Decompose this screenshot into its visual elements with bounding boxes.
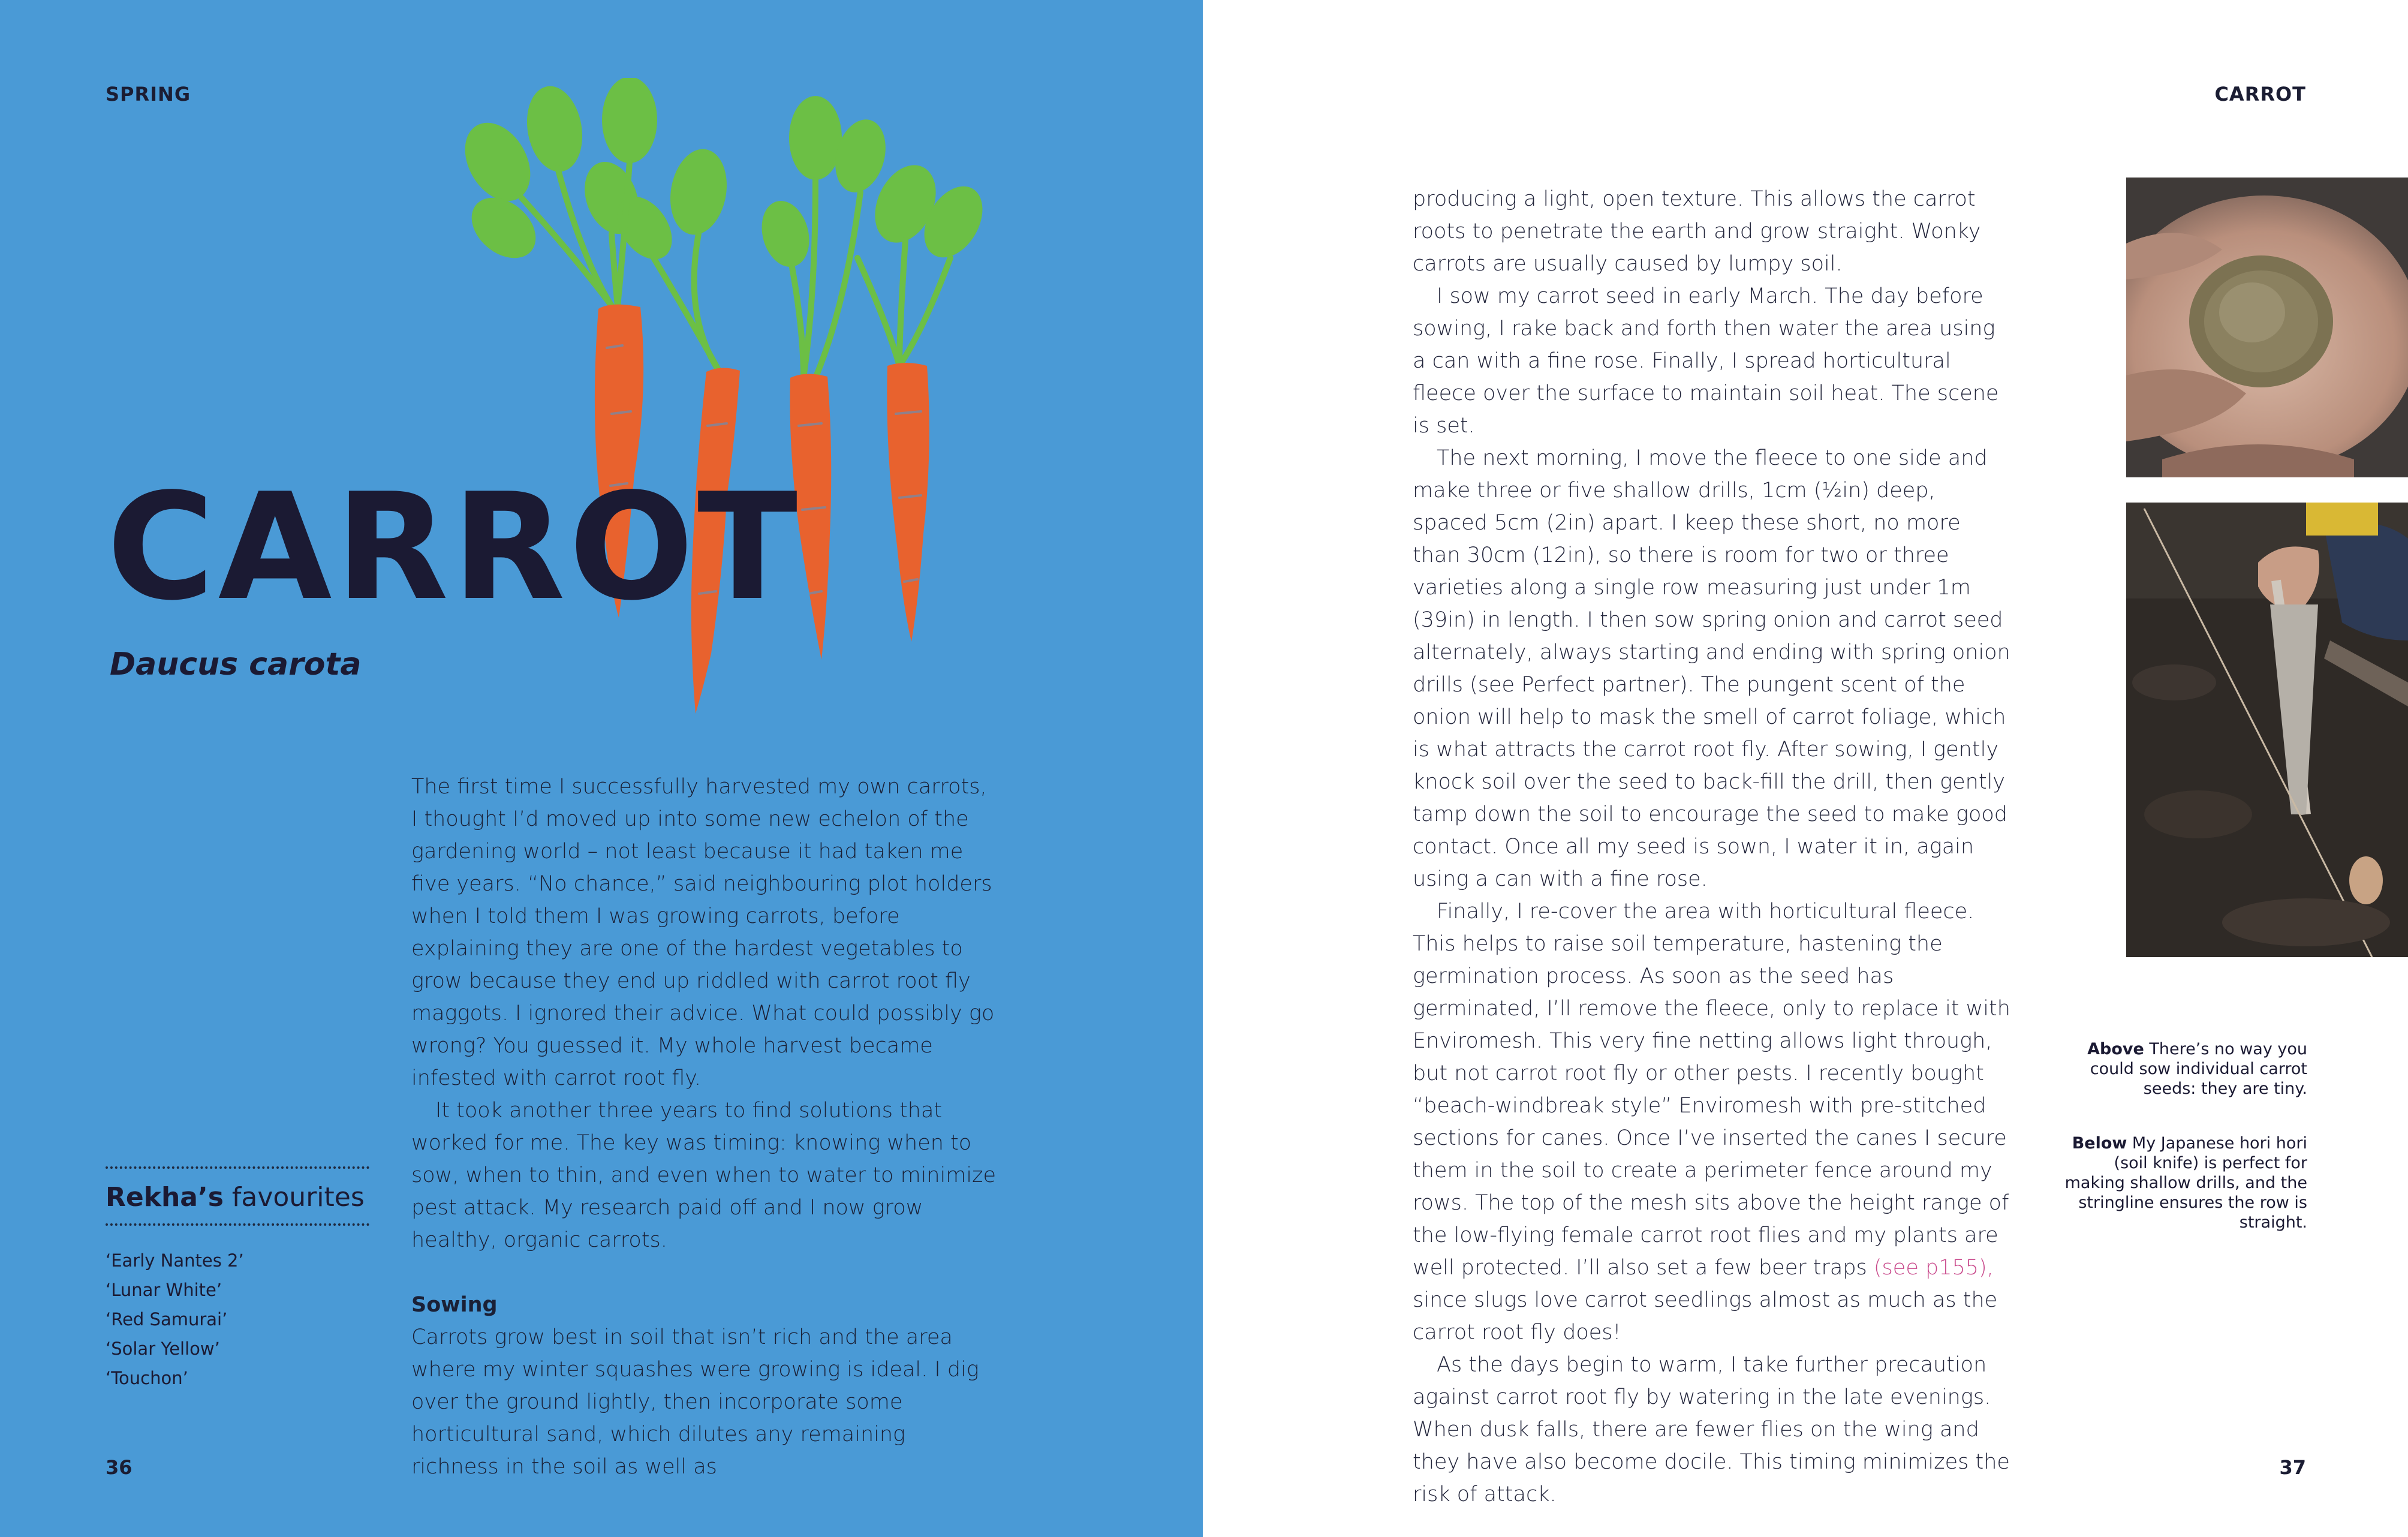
favourites-list: [106, 1246, 369, 1393]
divider: [106, 1223, 369, 1226]
caption-below: Below My Japanese hori hori (soil knife) is perfect for making shallow drills, and the stringline ensures the row is straight.: [2064, 1134, 2307, 1232]
list-item: ‘Solar Yellow’: [106, 1339, 220, 1359]
list-item: ‘Lunar White’: [106, 1280, 222, 1300]
page-title: CARROT: [107, 462, 802, 633]
intro-paragraph-2: It took another three years to find solutions that worked for me. The key was timing: knowing when to sow, when to thin, and even when to water to minimize pest attack. My research paid off and I now grow healthy, organic carrots.: [411, 1099, 997, 1252]
paragraph-2: I sow my carrot seed in early March. The day before sowing, I rake back and forth then water the area using a can with a fine rose. Finally, I spread horticultural fleece over the surface to maintain soil heat. The scene is set.: [1413, 284, 1999, 438]
sowing-paragraph: Carrots grow best in soil that isn’t rich and the area where my winter squashes were growing is ideal. I dig over the ground lightly, then incorporate some horticultural sand, which dilutes any remaining richness in the soil as well as: [411, 1325, 979, 1479]
intro-text: [411, 771, 999, 1483]
paragraph-3: The next morning, I move the fleece to one side and make three or five shallow drills, 1cm (½in) deep, spaced 5cm (2in) apart. I keep these short, no more than 30cm (12in), so there is room for two or three varieties along a single row measuring just under 1m (39in) in length. I then sow spring onion and carrot seed alternately, always starting and ending with spring onion drills (see Perfect partner). The pungent scent of the onion will help to mask the smell of carrot foliage, which is what attracts the carrot root fly. After sowing, I gently knock soil over the seed to back-fill the drill, then gently tamp down the soil to encourage the seed to make good contact. Once all my seed is sown, I water it in, again using a can with a fine rose.: [1413, 446, 2010, 891]
main-text: [1413, 183, 2012, 1511]
intro-paragraph-1: The first time I successfully harvested my own carrots, I thought I’d moved up into some new echelon of the gardening world – not least because it had taken me five years. “No chance,” said neighbouring plot holders when I told them I was growing carrots, before explaining they are one of the hardest vegetables to grow because they end up riddled with carrot root fly maggots. I ignored their advice. What could possibly go wrong? You guessed it. My whole harvest became infested with carrot root fly.: [411, 775, 995, 1090]
list-item: ‘Early Nantes 2’: [106, 1250, 244, 1271]
page-reference-link[interactable]: (see p155),: [1873, 1256, 1994, 1280]
paragraph-1: producing a light, open texture. This allows the carrot roots to penetrate the earth and grow straight. Wonky carrots are usually caused by lumpy soil.: [1413, 187, 1981, 276]
paragraph-5: As the days begin to warm, I take further precaution against carrot root fly by watering in the late evenings. When dusk falls, there are fewer flies on the wing and they have also become docile. This timing minimizes the risk of attack.: [1413, 1353, 2010, 1506]
favourites-box: [106, 1166, 369, 1393]
sowing-heading: Sowing: [411, 1293, 498, 1317]
favourites-title: Rekha’s favourites: [106, 1182, 365, 1213]
right-page: [1203, 0, 2408, 1537]
list-item: ‘Red Samurai’: [106, 1309, 228, 1330]
seeds-in-hand-photo: [2126, 178, 2408, 477]
left-page: [0, 0, 1203, 1537]
divider: [106, 1166, 369, 1169]
soil-knife-photo: [2126, 503, 2408, 957]
caption-above: Above There’s no way you could sow individual carrot seeds: they are tiny.: [2087, 1040, 2307, 1098]
latin-name: Daucus carota: [110, 646, 362, 682]
page-number-right: 37: [2279, 1456, 2306, 1479]
paragraph-4: Finally, I re-cover the area with horticultural fleece. This helps to raise soil temperature, hastening the germination process. As soon as the seed has germinated, I’ll remove the fleece, only to replace it with Enviromesh. This very fine netting allows light through, but not carrot root fly or other pests. I recently bought “beach-windbreak style” Enviromesh with pre-stitched sections for canes. Once I’ve inserted the canes I secure them in the soil to create a perimeter fence around my rows. The top of the mesh sits above the height range of the low-flying female carrot root flies and my plants are well protected. I’ll also set a few beer traps (see p155), since slugs love carrot seedlings almost as much as the carrot root fly does!: [1413, 900, 2010, 1345]
page-number-left: 36: [106, 1456, 133, 1479]
list-item: ‘Touchon’: [106, 1368, 188, 1388]
running-head-right: CARROT: [2214, 83, 2306, 106]
running-head-left: SPRING: [106, 83, 191, 106]
